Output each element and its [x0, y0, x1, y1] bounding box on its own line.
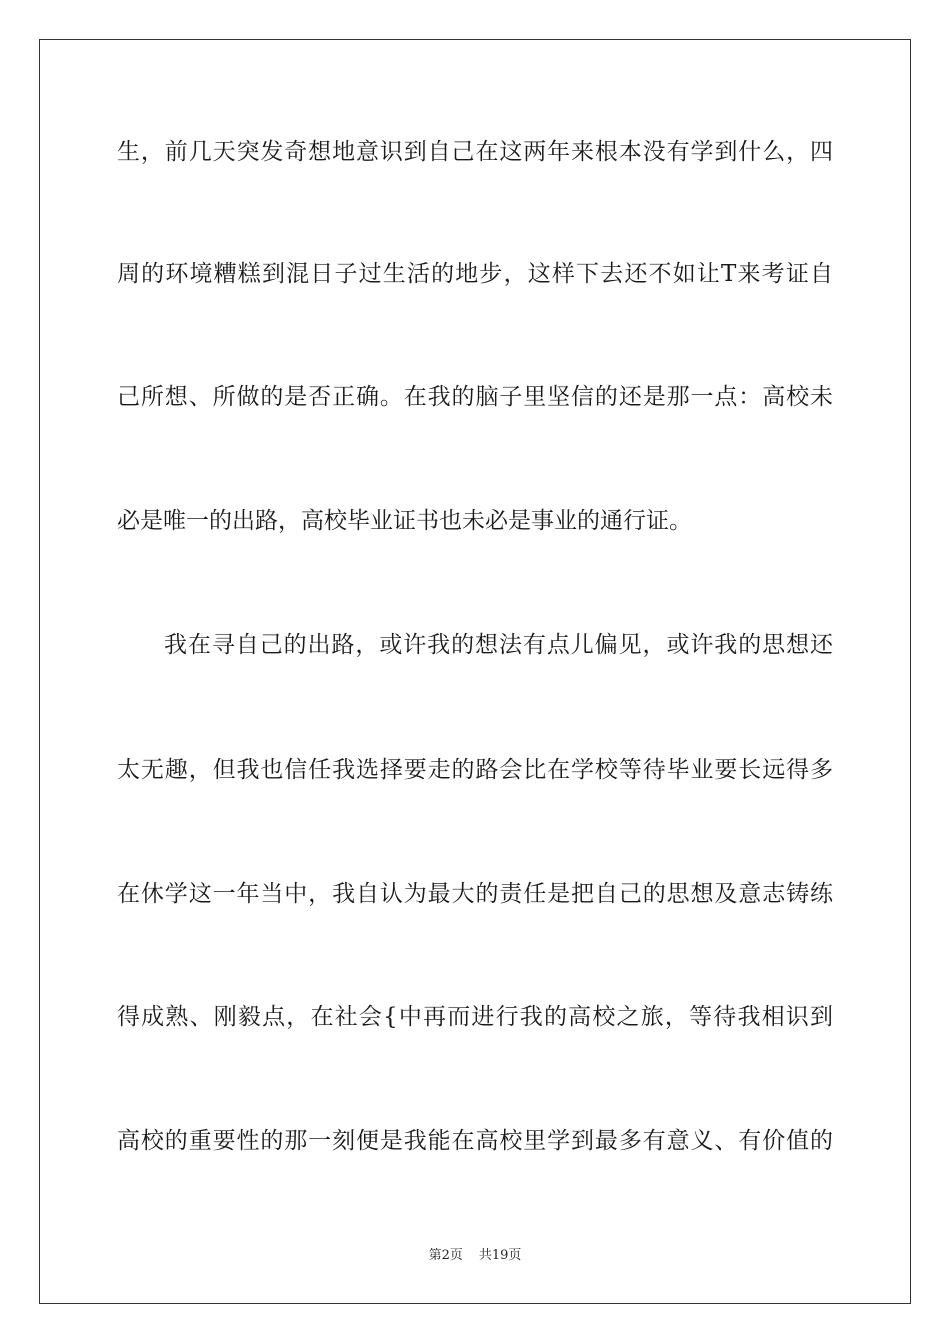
body-text-line: 太无趣，但我也信任我选择要走的路会比在学校等待毕业要长远得多 [117, 757, 833, 783]
page-border [39, 39, 911, 1304]
page-footer [0, 1247, 950, 1265]
body-text-line: 己所想、所做的是否正确。在我的脑子里坚信的还是那一点：高校未 [117, 384, 833, 410]
paragraph-first-line: 我在寻自己的出路，或许我的想法有点儿偏见，或许我的思想还 [164, 632, 833, 658]
body-text-line: 生，前几天突发奇想地意识到自己在这两年来根本没有学到什么，四 [117, 139, 833, 165]
body-text-line: 高校的重要性的那一刻便是我能在高校里学到最多有意义、有价值的 [117, 1128, 833, 1154]
page-number: 第2页 [428, 1248, 463, 1263]
body-text-line: 在休学这一年当中，我自认为最大的责任是把自己的思想及意志铸练 [117, 881, 833, 907]
body-text-line: 得成熟、刚毅点，在社会{中再而进行我的高校之旅，等待我相识到 [117, 1004, 833, 1030]
body-text-line: 必是唯一的出路，高校毕业证书也未必是事业的通行证。 [117, 508, 692, 534]
body-text-line: 周的环境糟糕到混日子过生活的地步，这样下去还不如让T来考证自 [117, 261, 833, 287]
page-total: 共19页 [478, 1248, 522, 1263]
